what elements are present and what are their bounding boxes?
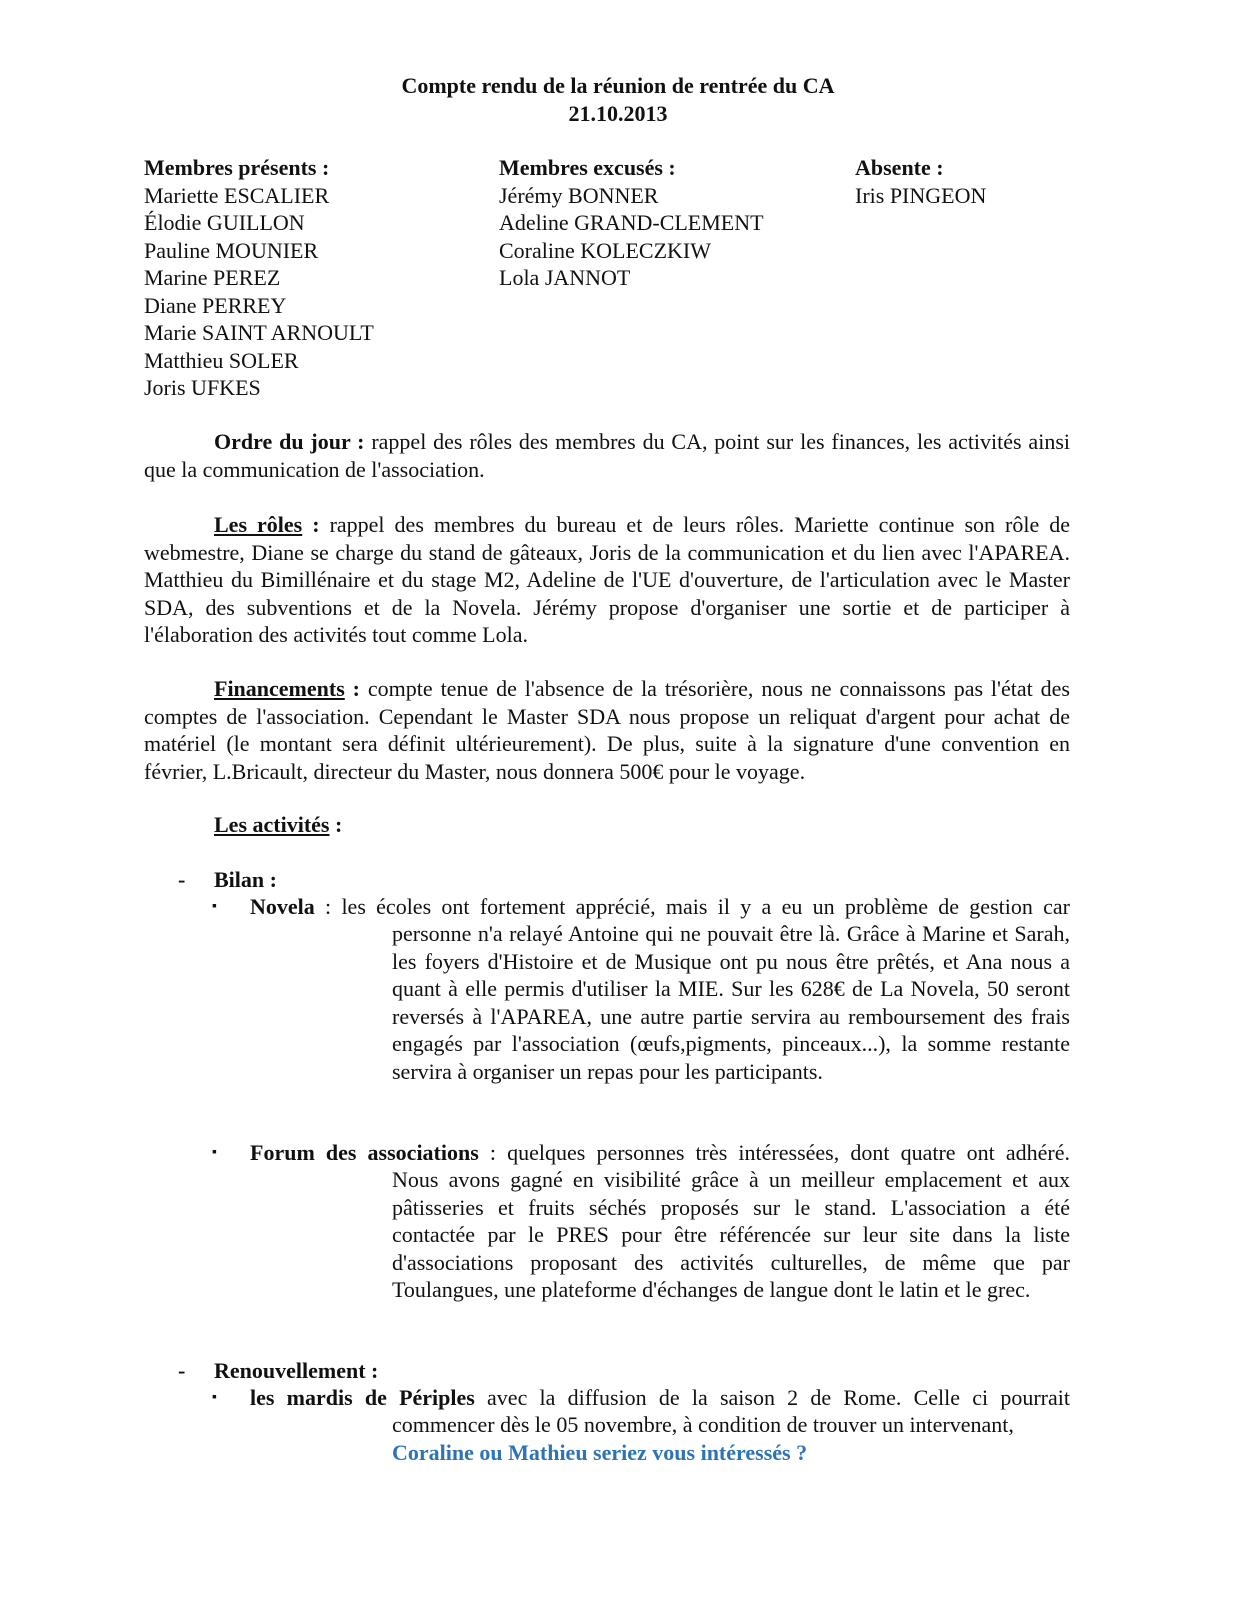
novela-first-text: : les écoles ont fortement apprécié, mais il y a eu un problème de gestion car [314, 894, 1070, 919]
member-name: Élodie GUILLON [144, 210, 305, 235]
mardis-first-line [250, 1384, 1070, 1412]
member-name: Coraline KOLECZKIW [499, 237, 711, 263]
dash-bullet: - [178, 867, 186, 892]
excused-heading: Membres excusés : [499, 155, 676, 180]
square-bullet: ▪ [212, 1145, 217, 1160]
member-name: Marie SAINT ARNOULT [144, 320, 374, 345]
mardis-question: Coraline ou Mathieu seriez vous intéressés ? [392, 1439, 808, 1465]
finance-text: compte tenue de l'absence de la trésorière, nous ne connaissons pas l'état des comptes de l'association. Cependant le Master SDA nous propose un reliquat d'argent pour achat de matériel (le montant sera définit ultérieurement). De plus, suite à la signature d'une convention en février, L.Bricault, directeur du Master, nous donnera 500€ pour le voyage. [144, 676, 1070, 784]
present-members-column [144, 154, 374, 402]
activities-colon: : [329, 812, 343, 837]
roles-text: rappel des membres du bureau et de leurs rôles. Mariette continue son rôle de webmestre, Diane se charge du stand de gâteaux, Joris de la communication et du lien avec l'APAREA. Matthieu du Bimillénaire et du stage M2, Adeline de l'UE d'ouverture, de l'articulation avec le Master SDA, des subventions et de la Novela. Jérémy propose d'organiser une sortie et de participer à l'élaboration des activités tout comme Lola. [144, 512, 1071, 647]
activities-heading [144, 811, 1070, 839]
novela-text: personne n'a relayé Antoine qui ne pouvait être là. Grâce à Marine et Sarah, les foyers d'Histoire et de Musique ont pu nous être prêtés, et Ana nous a quant à elle permis d'utiliser la MIE. Sur les 628€ de La Novela, 50 seront reversés à l'APAREA, une autre partie servira au remboursement des frais engagés par l'association (œufs,pigments, pinceaux...), la somme restante servira à organiser un repas pour les participants. [392, 921, 1070, 1084]
agenda-text: rappel des rôles des membres du CA, point sur les finances, les activités ainsi que la communication de l'association. [144, 429, 1070, 482]
finance-label: Financements [214, 676, 345, 701]
member-name: Pauline MOUNIER [144, 237, 319, 263]
member-name: Mariette ESCALIER [144, 182, 330, 208]
mardis-first-text: avec la diffusion de la saison 2 de Rome. Celle ci pourrait [474, 1385, 1070, 1410]
roles-label: Les rôles [214, 512, 303, 537]
activities-label: Les activités [214, 812, 330, 837]
agenda-label: Ordre du jour : [214, 429, 365, 454]
member-name: Matthieu SOLER [144, 347, 299, 373]
mardis-label: les mardis de Périples [250, 1385, 475, 1410]
bilan-heading: Bilan : [214, 867, 277, 892]
renouvellement-heading: Renouvellement : [214, 1358, 379, 1383]
member-name: Joris UFKES [144, 375, 261, 400]
member-name: Jérémy BONNER [499, 182, 659, 208]
novela-label: Novela [250, 894, 315, 919]
mardis-text [392, 1411, 1070, 1466]
member-name: Iris PINGEON [855, 182, 987, 208]
finance-paragraph [144, 675, 1070, 785]
member-name: Diane PERREY [144, 292, 287, 318]
novela-first-line [250, 893, 1070, 921]
square-bullet: ▪ [212, 1390, 217, 1405]
member-name: Marine PEREZ [144, 265, 281, 290]
member-name: Lola JANNOT [499, 265, 631, 290]
member-name: Adeline GRAND-CLEMENT [499, 210, 764, 235]
roles-colon: : [302, 512, 320, 537]
finance-colon: : [344, 676, 360, 701]
document-date: 21.10.2013 [568, 101, 668, 126]
dash-bullet: - [178, 1358, 186, 1383]
excused-members-column [499, 154, 764, 292]
roles-paragraph [144, 511, 1070, 649]
forum-text: Nous avons gagné en visibilité grâce à un meilleur emplacement et aux pâtisseries et fruits séchés proposés sur le stand. L'association a été contactée par le PRES pour être référencée sur leur site dans la liste d'associations proposant des activités culturelles, de même que par Toulangues, une plateforme d'échanges de langue dont le latin et le grec. [392, 1167, 1070, 1302]
present-heading: Membres présents : [144, 155, 330, 180]
document-title: Compte rendu de la réunion de rentrée du CA [401, 73, 835, 98]
absent-heading: Absente : [855, 155, 944, 180]
absent-members-column [855, 154, 986, 209]
mardis-rest-text: commencer dès le 05 novembre, à condition de trouver un intervenant, [392, 1412, 1014, 1437]
forum-first-line [250, 1139, 1070, 1167]
forum-label: Forum des associations [250, 1140, 479, 1165]
forum-first-text: : quelques personnes très intéressées, dont quatre ont adhéré. [478, 1140, 1070, 1165]
agenda-paragraph [144, 428, 1070, 483]
square-bullet: ▪ [212, 899, 217, 914]
